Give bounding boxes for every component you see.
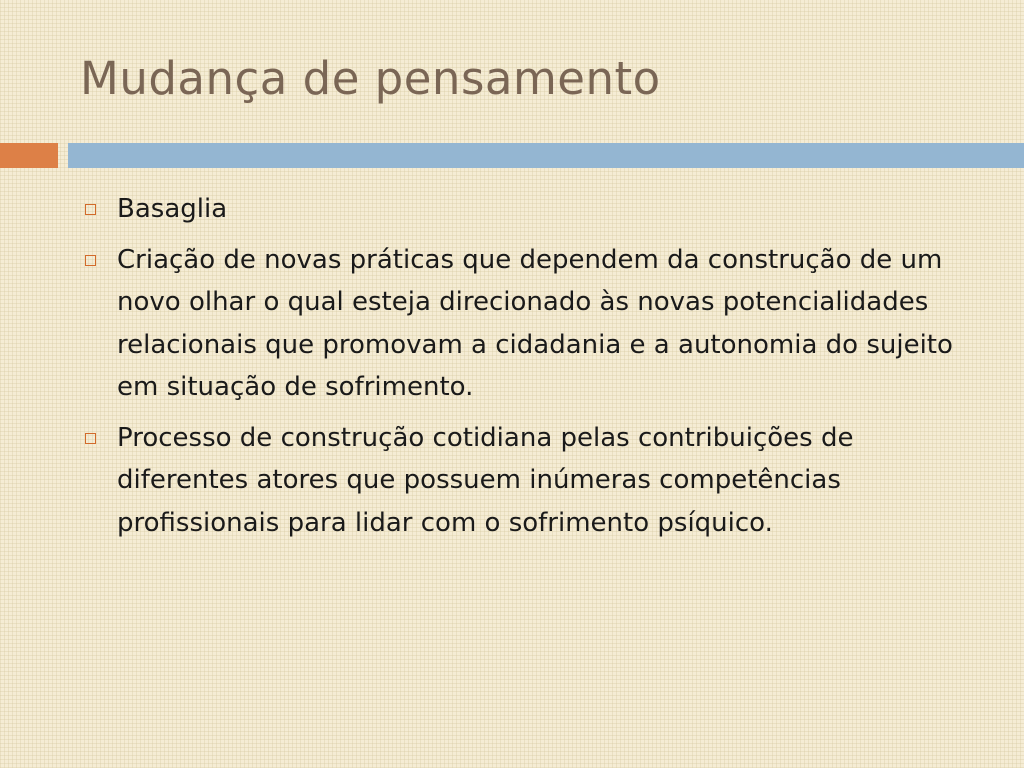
bullet-item-novas-praticas	[82, 239, 972, 409]
bullet-item-processo-construcao	[82, 417, 972, 545]
hollow-square-bullet-icon	[85, 204, 96, 215]
blue-rule-bar	[68, 143, 1024, 168]
slide-title: Mudança de pensamento	[80, 52, 661, 105]
bullet-list	[82, 188, 972, 552]
bullet-item-basaglia	[82, 188, 972, 231]
bullet-text: Criação de novas práticas que dependem da construção de um novo olhar o qual esteja direcionado às novas potencialidades relacionais que promovam a cidadania e a autonomia do sujeito em situação de sofrimento.	[117, 244, 953, 402]
hollow-square-bullet-icon	[85, 255, 96, 266]
orange-accent-bar	[0, 143, 58, 168]
bullet-text: Basaglia	[117, 194, 228, 224]
bullet-text: Processo de construção cotidiana pelas contribuições de diferentes atores que possuem inúmeras competências profissionais para lidar com o sofrimento psíquico.	[117, 422, 854, 538]
hollow-square-bullet-icon	[85, 433, 96, 444]
